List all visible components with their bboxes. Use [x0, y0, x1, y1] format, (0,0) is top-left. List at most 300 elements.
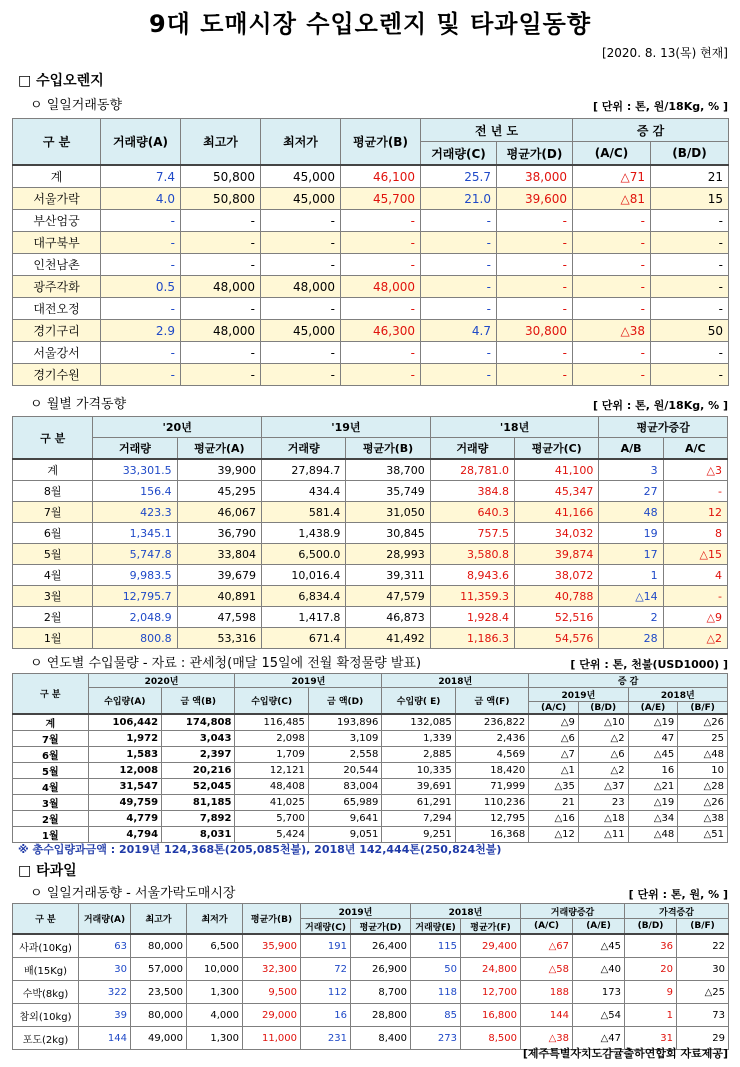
amt-2020-cell: 174,808 [162, 714, 235, 731]
avg-2020-cell: 47,598 [177, 607, 261, 628]
market-row [13, 210, 729, 232]
month-cell: 2월 [13, 811, 89, 827]
ac-change-cell: - [573, 298, 651, 320]
col-prev-year: 전 년 도 [421, 119, 573, 142]
ab-change-cell: 48 [599, 502, 663, 523]
volume-2019-cell: 1,417.8 [262, 607, 346, 628]
col-amt-d: 금 액(D) [308, 688, 381, 715]
col-ac: (A/C) [521, 919, 573, 935]
qty-2019-cell: 48,408 [235, 779, 308, 795]
prev-avg-cell: - [497, 276, 573, 298]
col-prev-volume: 거래량(C) [421, 142, 497, 166]
col-amt-b: 금 액(B) [162, 688, 235, 715]
month-row [13, 763, 728, 779]
prev-avg-cell: - [497, 342, 573, 364]
month-cell: 계 [13, 459, 93, 481]
volume-2018-cell: 11,359.3 [430, 586, 514, 607]
ac-change-cell: - [573, 232, 651, 254]
bd-change-cell: 36 [625, 934, 677, 958]
volume-2018-cell: 640.3 [430, 502, 514, 523]
market-cell: 부산엄궁 [13, 210, 101, 232]
max-price-cell: 49,000 [131, 1027, 187, 1050]
month-row [13, 795, 728, 811]
avg-2019-cell: 26,900 [351, 958, 411, 981]
market-cell: 서울강서 [13, 342, 101, 364]
month-row [13, 586, 728, 607]
month-cell: 6월 [13, 747, 89, 763]
amt-2019-cell: 3,109 [308, 731, 381, 747]
ac-change-cell: - [663, 481, 727, 502]
amt-2020-cell: 20,216 [162, 763, 235, 779]
month-row [13, 565, 728, 586]
ac-change-cell: △7 [529, 747, 579, 763]
volume-cell: 0.5 [101, 276, 181, 298]
month-row [13, 607, 728, 628]
volume-2020-cell: 9,983.5 [93, 565, 177, 586]
ac-change-cell: 8 [663, 523, 727, 544]
qty-2018-cell: 7,294 [382, 811, 455, 827]
ac-change-cell: △38 [573, 320, 651, 342]
avg-price-cell: 46,300 [341, 320, 421, 342]
col-ac: (A/C) [529, 702, 579, 715]
orange-daily-rows [13, 165, 729, 386]
month-row [13, 811, 728, 827]
prev-avg-cell: 30,800 [497, 320, 573, 342]
market-cell: 대전오정 [13, 298, 101, 320]
fruit-cell: 수박(8kg) [13, 981, 79, 1004]
amt-2019-cell: 9,641 [308, 811, 381, 827]
max-price-cell: 50,800 [181, 188, 261, 210]
ae-change-cell: △19 [628, 714, 678, 731]
qty-2018-cell: 10,335 [382, 763, 455, 779]
volume-2020-cell: 423.3 [93, 502, 177, 523]
volume-2019-cell: 16 [301, 1004, 351, 1027]
market-row [13, 320, 729, 342]
amt-2020-cell: 8,031 [162, 827, 235, 843]
volume-2018-cell: 1,928.4 [430, 607, 514, 628]
market-cell: 경기수원 [13, 364, 101, 386]
amt-2018-cell: 71,999 [455, 779, 528, 795]
max-price-cell: 23,500 [131, 981, 187, 1004]
ae-change-cell: △45 [628, 747, 678, 763]
ae-change-cell: △54 [573, 1004, 625, 1027]
prev-avg-cell: - [497, 232, 573, 254]
avg-2019-cell: 8,400 [351, 1027, 411, 1050]
min-price-cell: 10,000 [187, 958, 243, 981]
qty-2020-cell: 1,583 [88, 747, 161, 763]
avg-2018-cell: 8,500 [461, 1027, 521, 1050]
col-volume: 거래량(A) [79, 904, 131, 935]
ac-change-cell: - [663, 586, 727, 607]
month-row [13, 544, 728, 565]
ac-change-cell: △6 [529, 731, 579, 747]
col-ac: A/C [663, 438, 727, 460]
avg-2019-cell: 41,492 [346, 628, 430, 649]
bd-change-cell: 20 [625, 958, 677, 981]
max-price-cell: - [181, 342, 261, 364]
ac-change-cell: 12 [663, 502, 727, 523]
volume-2018-cell: 8,943.6 [430, 565, 514, 586]
volume-2020-cell: 5,747.8 [93, 544, 177, 565]
monthly-trend-title: ㅇ 월별 가격동향 [30, 397, 127, 412]
month-row [13, 747, 728, 763]
market-cell: 인천남촌 [13, 254, 101, 276]
volume-cell: 144 [79, 1027, 131, 1050]
bf-change-cell: 10 [678, 763, 728, 779]
volume-cell: - [101, 210, 181, 232]
volume-cell: - [101, 298, 181, 320]
avg-2018-cell: 24,800 [461, 958, 521, 981]
volume-2019-cell: 1,438.9 [262, 523, 346, 544]
avg-price-cell: - [341, 232, 421, 254]
col-max-price: 최고가 [181, 119, 261, 166]
col-avg-price: 평균가(B) [243, 904, 301, 935]
bf-change-cell: △25 [677, 981, 729, 1004]
max-price-cell: - [181, 232, 261, 254]
page-title: 9대 도매시장 수입오렌지 및 타과일동향 [148, 10, 592, 38]
month-cell: 4월 [13, 779, 89, 795]
prev-volume-cell: 21.0 [421, 188, 497, 210]
col-2019: 2019년 [301, 904, 411, 919]
col-qty-a: 수입량(A) [88, 688, 161, 715]
ac-change-cell: 21 [529, 795, 579, 811]
volume-2018-cell: 28,781.0 [430, 459, 514, 481]
import-volume-title: ㅇ 연도별 수입물량 - 자료 : 관세청(매달 15일에 전월 확정물량 발표) [30, 656, 422, 671]
avg-2018-cell: 41,100 [515, 459, 599, 481]
amt-2020-cell: 2,397 [162, 747, 235, 763]
qty-2019-cell: 12,121 [235, 763, 308, 779]
max-price-cell: - [181, 364, 261, 386]
ab-change-cell: △14 [599, 586, 663, 607]
ac-change-cell: △9 [529, 714, 579, 731]
prev-avg-cell: - [497, 364, 573, 386]
avg-2018-cell: 39,874 [515, 544, 599, 565]
market-cell: 계 [13, 165, 101, 188]
import-volume-unit: [ 단위 : 톤, 천불(USD1000) ] [570, 658, 728, 671]
bf-change-cell: △51 [678, 827, 728, 843]
avg-2020-cell: 36,790 [177, 523, 261, 544]
bf-change-cell: 73 [677, 1004, 729, 1027]
volume-cell: 2.9 [101, 320, 181, 342]
avg-2018-cell: 12,700 [461, 981, 521, 1004]
prev-avg-cell: - [497, 210, 573, 232]
ac-change-cell: - [573, 254, 651, 276]
col-avg-price: 평균가(B) [341, 119, 421, 166]
avg-price-cell: - [341, 342, 421, 364]
month-row [13, 714, 728, 731]
ab-change-cell: 19 [599, 523, 663, 544]
col-change-2018: 2018년 [628, 688, 727, 702]
volume-2019-cell: 434.4 [262, 481, 346, 502]
bd-change-cell: - [651, 342, 729, 364]
prev-volume-cell: - [421, 298, 497, 320]
col-change-2019: 2019년 [529, 688, 628, 702]
col-price-change: 평균가증감 [599, 417, 728, 438]
bf-change-cell: △28 [678, 779, 728, 795]
col-2019: 2019년 [235, 674, 382, 688]
ae-change-cell: △47 [573, 1027, 625, 1050]
bf-change-cell: 29 [677, 1027, 729, 1050]
fruit-daily-rows [13, 934, 729, 1050]
volume-2019-cell: 671.4 [262, 628, 346, 649]
col-avg-d: 평균가(D) [351, 919, 411, 935]
qty-2018-cell: 2,885 [382, 747, 455, 763]
month-cell: 4월 [13, 565, 93, 586]
qty-2019-cell: 41,025 [235, 795, 308, 811]
month-cell: 7월 [13, 731, 89, 747]
ac-change-cell: △81 [573, 188, 651, 210]
ac-change-cell: △1 [529, 763, 579, 779]
orange-import-rows [13, 714, 728, 843]
bf-change-cell: △26 [678, 795, 728, 811]
col-volume: 거래량(A) [101, 119, 181, 166]
avg-price-cell: - [341, 364, 421, 386]
market-row [13, 254, 729, 276]
col-qty-e: 수입량( E) [382, 688, 455, 715]
max-price-cell: 80,000 [131, 934, 187, 958]
volume-2018-cell: 1,186.3 [430, 628, 514, 649]
ae-change-cell: △21 [628, 779, 678, 795]
col-change: 증 감 [529, 674, 728, 688]
prev-avg-cell: 38,000 [497, 165, 573, 188]
fruit-daily-unit: [ 단위 : 톤, 원, % ] [628, 888, 728, 901]
volume-2019-cell: 6,500.0 [262, 544, 346, 565]
col-avg-f: 평균가(F) [461, 919, 521, 935]
volume-2019-cell: 10,016.4 [262, 565, 346, 586]
market-row [13, 364, 729, 386]
bd-change-cell: △10 [578, 714, 628, 731]
ac-change-cell: △2 [663, 628, 727, 649]
bd-change-cell: △37 [578, 779, 628, 795]
qty-2019-cell: 116,485 [235, 714, 308, 731]
avg-2019-cell: 28,800 [351, 1004, 411, 1027]
ae-change-cell: △45 [573, 934, 625, 958]
col-bd: (B/D) [651, 142, 729, 166]
qty-2018-cell: 61,291 [382, 795, 455, 811]
ae-change-cell: △40 [573, 958, 625, 981]
max-price-cell: - [181, 298, 261, 320]
min-price-cell: 45,000 [261, 320, 341, 342]
col-change: 증 감 [573, 119, 729, 142]
ab-change-cell: 3 [599, 459, 663, 481]
prev-volume-cell: 25.7 [421, 165, 497, 188]
avg-2018-cell: 16,800 [461, 1004, 521, 1027]
avg-2018-cell: 45,347 [515, 481, 599, 502]
market-row [13, 188, 729, 210]
qty-2020-cell: 4,779 [88, 811, 161, 827]
market-row [13, 232, 729, 254]
col-ab: A/B [599, 438, 663, 460]
col-bf: (B/F) [677, 919, 729, 935]
volume-2019-cell: 231 [301, 1027, 351, 1050]
qty-2020-cell: 31,547 [88, 779, 161, 795]
bd-change-cell: - [651, 232, 729, 254]
ac-change-cell: △38 [521, 1027, 573, 1050]
ac-change-cell: 4 [663, 565, 727, 586]
avg-2020-cell: 33,804 [177, 544, 261, 565]
qty-2020-cell: 12,008 [88, 763, 161, 779]
min-price-cell: - [261, 254, 341, 276]
volume-cell: 30 [79, 958, 131, 981]
data-source: [제주특별자치도감귤출하연합회 자료제공] [522, 1047, 728, 1060]
avg-2019-cell: 35,749 [346, 481, 430, 502]
avg-2019-cell: 30,845 [346, 523, 430, 544]
prev-volume-cell: - [421, 232, 497, 254]
amt-2018-cell: 2,436 [455, 731, 528, 747]
amt-2018-cell: 12,795 [455, 811, 528, 827]
bf-change-cell: △26 [678, 714, 728, 731]
col-2020: 2020년 [88, 674, 235, 688]
col-avg-c: 평균가(C) [515, 438, 599, 460]
market-cell: 대구북부 [13, 232, 101, 254]
month-cell: 1월 [13, 628, 93, 649]
volume-cell: 63 [79, 934, 131, 958]
total-import-note: ※ 총수입량과금액 : 2019년 124,368톤(205,085천불), 2018년 142,444톤(250,824천불) [18, 843, 502, 856]
avg-2018-cell: 38,072 [515, 565, 599, 586]
col-category: 구 분 [13, 119, 101, 166]
min-price-cell: - [261, 210, 341, 232]
volume-2020-cell: 1,345.1 [93, 523, 177, 544]
volume-2020-cell: 156.4 [93, 481, 177, 502]
bd-change-cell: 1 [625, 1004, 677, 1027]
avg-price-cell: 11,000 [243, 1027, 301, 1050]
min-price-cell: - [261, 232, 341, 254]
month-row [13, 779, 728, 795]
min-price-cell: 1,300 [187, 981, 243, 1004]
ac-change-cell: - [573, 210, 651, 232]
market-cell: 광주각화 [13, 276, 101, 298]
amt-2019-cell: 193,896 [308, 714, 381, 731]
month-cell: 5월 [13, 763, 89, 779]
bd-change-cell: - [651, 276, 729, 298]
col-2020: '20년 [93, 417, 262, 438]
bd-change-cell: △6 [578, 747, 628, 763]
avg-price-cell: 9,500 [243, 981, 301, 1004]
volume-2019-cell: 72 [301, 958, 351, 981]
avg-2019-cell: 47,579 [346, 586, 430, 607]
volume-cell: 4.0 [101, 188, 181, 210]
ac-change-cell: △15 [663, 544, 727, 565]
col-ac: (A/C) [573, 142, 651, 166]
col-price-change: 가격증감 [625, 904, 729, 919]
prev-avg-cell: - [497, 298, 573, 320]
amt-2019-cell: 2,558 [308, 747, 381, 763]
volume-cell: - [101, 232, 181, 254]
month-row [13, 628, 728, 649]
prev-volume-cell: - [421, 276, 497, 298]
volume-2018-cell: 273 [411, 1027, 461, 1050]
ac-change-cell: 144 [521, 1004, 573, 1027]
col-category: 구 분 [13, 417, 93, 460]
bd-change-cell: △18 [578, 811, 628, 827]
volume-2019-cell: 27,894.7 [262, 459, 346, 481]
min-price-cell: - [261, 298, 341, 320]
col-2018: '18년 [430, 417, 599, 438]
orange-monthly-rows [13, 459, 728, 649]
volume-2019-cell: 581.4 [262, 502, 346, 523]
ac-change-cell: - [573, 276, 651, 298]
bf-change-cell: 22 [677, 934, 729, 958]
col-ae: (A/E) [628, 702, 678, 715]
bf-change-cell: 25 [678, 731, 728, 747]
ac-change-cell: △35 [529, 779, 579, 795]
volume-2018-cell: 757.5 [430, 523, 514, 544]
col-category: 구 분 [13, 674, 89, 715]
fruit-cell: 포도(2kg) [13, 1027, 79, 1050]
ac-change-cell: △9 [663, 607, 727, 628]
min-price-cell: 6,500 [187, 934, 243, 958]
volume-2018-cell: 3,580.8 [430, 544, 514, 565]
bf-change-cell: △48 [678, 747, 728, 763]
market-row [13, 165, 729, 188]
avg-price-cell: - [341, 298, 421, 320]
max-price-cell: - [181, 210, 261, 232]
amt-2020-cell: 7,892 [162, 811, 235, 827]
orange-monthly-table [12, 416, 728, 649]
orange-daily-table [12, 118, 729, 386]
avg-price-cell: 35,900 [243, 934, 301, 958]
amt-2018-cell: 18,420 [455, 763, 528, 779]
min-price-cell: - [261, 342, 341, 364]
qty-2018-cell: 9,251 [382, 827, 455, 843]
avg-2020-cell: 46,067 [177, 502, 261, 523]
avg-2019-cell: 39,311 [346, 565, 430, 586]
col-volume-e: 거래량(E) [411, 919, 461, 935]
bd-change-cell: 31 [625, 1027, 677, 1050]
max-price-cell: 80,000 [131, 1004, 187, 1027]
month-cell: 6월 [13, 523, 93, 544]
col-bd: (B/D) [625, 919, 677, 935]
month-row [13, 502, 728, 523]
ac-change-cell: △58 [521, 958, 573, 981]
max-price-cell: - [181, 254, 261, 276]
col-prev-avg: 평균가(D) [497, 142, 573, 166]
prev-volume-cell: - [421, 342, 497, 364]
col-bf: (B/F) [678, 702, 728, 715]
avg-price-cell: 46,100 [341, 165, 421, 188]
avg-2018-cell: 29,400 [461, 934, 521, 958]
avg-2019-cell: 31,050 [346, 502, 430, 523]
report-date: [2020. 8. 13(목) 현재] [601, 46, 728, 60]
col-2018: 2018년 [411, 904, 521, 919]
volume-2018-cell: 50 [411, 958, 461, 981]
col-volume-c: 거래량(C) [301, 919, 351, 935]
fruit-row [13, 1004, 729, 1027]
volume-2019-cell: 6,834.4 [262, 586, 346, 607]
avg-price-cell: 45,700 [341, 188, 421, 210]
amt-2019-cell: 20,544 [308, 763, 381, 779]
amt-2019-cell: 65,989 [308, 795, 381, 811]
bd-change-cell: - [651, 298, 729, 320]
ab-change-cell: 27 [599, 481, 663, 502]
avg-price-cell: 48,000 [341, 276, 421, 298]
fruit-row [13, 958, 729, 981]
prev-avg-cell: 39,600 [497, 188, 573, 210]
volume-cell: 322 [79, 981, 131, 1004]
bd-change-cell: △11 [578, 827, 628, 843]
min-price-cell: 1,300 [187, 1027, 243, 1050]
qty-2020-cell: 1,972 [88, 731, 161, 747]
qty-2019-cell: 5,700 [235, 811, 308, 827]
month-cell: 3월 [13, 586, 93, 607]
qty-2020-cell: 49,759 [88, 795, 161, 811]
ae-change-cell: △48 [628, 827, 678, 843]
market-cell: 서울가락 [13, 188, 101, 210]
min-price-cell: 48,000 [261, 276, 341, 298]
volume-2019-cell: 112 [301, 981, 351, 1004]
amt-2020-cell: 52,045 [162, 779, 235, 795]
ac-change-cell: △67 [521, 934, 573, 958]
